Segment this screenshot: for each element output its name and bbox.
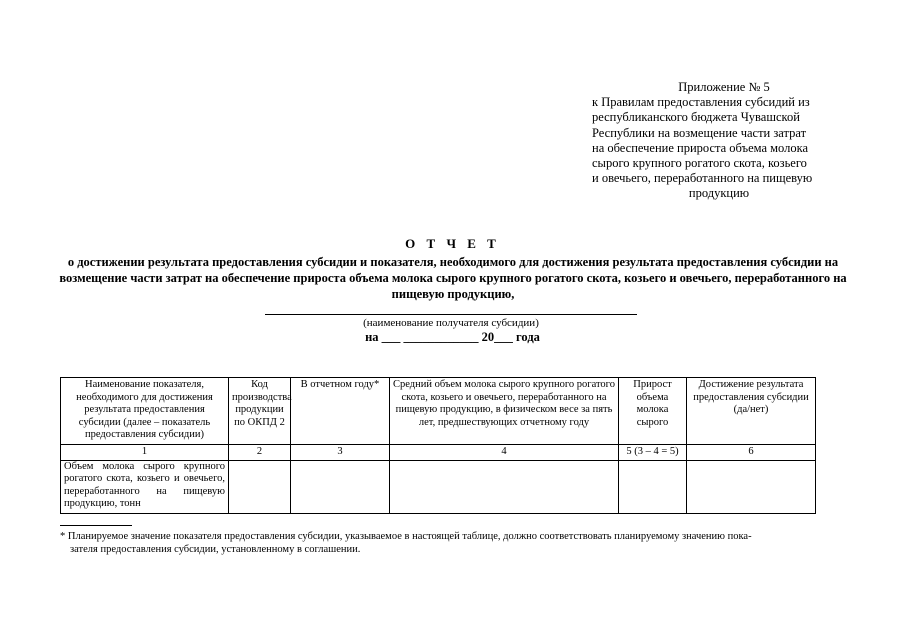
appendix-line: республиканского бюджета Чувашской bbox=[592, 110, 800, 125]
table-row bbox=[61, 460, 816, 513]
achievement-cell[interactable] bbox=[687, 460, 816, 513]
header-increase: Прирост объема молока сырого bbox=[619, 378, 687, 445]
appendix-line: сырого крупного рогатого скота, козьего bbox=[592, 156, 807, 171]
column-number: 1 bbox=[61, 445, 229, 461]
footnote-divider bbox=[60, 525, 132, 526]
current-year-cell[interactable] bbox=[291, 460, 390, 513]
appendix-number: Приложение № 5 bbox=[678, 80, 770, 94]
column-number: 2 bbox=[229, 445, 291, 461]
appendix-line: продукцию bbox=[688, 186, 750, 201]
report-period: на ___ ____________ 20___ года bbox=[365, 330, 540, 344]
header-indicator: Наименование показателя, необходимого для достижения результата предоставления субсидии (далее – показатель предоставления субсидии) bbox=[61, 378, 229, 445]
footnote-line: зателя предоставления субсидии, установленному в соглашении. bbox=[70, 544, 361, 555]
header-average-volume: Средний объем молока сырого крупного рогатого скота, козьего и овечьего, переработанного на пищевую продукцию, в физическом весе за пять лет, предшествующих отчетному году bbox=[390, 378, 619, 445]
report-subtitle: о достижении результата предоставления субсидии и показателя, необходимого для достижения результата предоставления субсидии на возмещение части затрат на обеспечение прироста объема молока сырого крупного рогатого скота, козьего и овечьего, переработанного на пищевую продукцию, bbox=[59, 255, 847, 301]
table-header-row bbox=[61, 378, 816, 445]
header-okpd-code: Код производства продукции по ОКПД 2 bbox=[229, 378, 291, 445]
column-number: 5 (3 – 4 = 5) bbox=[619, 445, 687, 461]
column-number: 4 bbox=[390, 445, 619, 461]
report-table bbox=[60, 377, 816, 514]
report-title: О Т Ч Е Т bbox=[405, 236, 500, 251]
appendix-line: к Правилам предоставления субсидий из bbox=[592, 95, 810, 110]
footnote bbox=[60, 530, 850, 556]
recipient-label: (наименование получателя субсидии) bbox=[363, 317, 539, 329]
appendix-line: на обеспечение прироста объема молока bbox=[592, 140, 809, 155]
okpd-code-cell[interactable] bbox=[229, 460, 291, 513]
indicator-cell: Объем молока сырого крупного рогатого скота, козьего и овечьего, переработанного на пищевую продукцию, тонн bbox=[61, 460, 229, 513]
footnote-line: * Планируемое значение показателя предоставления субсидии, указываемое в настоящей таблице, должно соответствовать планируемому значению пока- bbox=[60, 531, 752, 542]
column-number: 6 bbox=[687, 445, 816, 461]
appendix-line: Республики на возмещение части затрат bbox=[592, 125, 807, 140]
appendix-block bbox=[592, 80, 846, 202]
increase-cell[interactable] bbox=[619, 460, 687, 513]
appendix-line: и овечьего, переработанного на пищевую bbox=[592, 171, 813, 186]
average-volume-cell[interactable] bbox=[390, 460, 619, 513]
column-number: 3 bbox=[291, 445, 390, 461]
column-numbers-row bbox=[61, 445, 816, 461]
recipient-name-line bbox=[265, 314, 637, 315]
header-current-year: В отчетном году* bbox=[291, 378, 390, 445]
header-achievement: Достижение результата предоставления субсидии (да/нет) bbox=[687, 378, 816, 445]
